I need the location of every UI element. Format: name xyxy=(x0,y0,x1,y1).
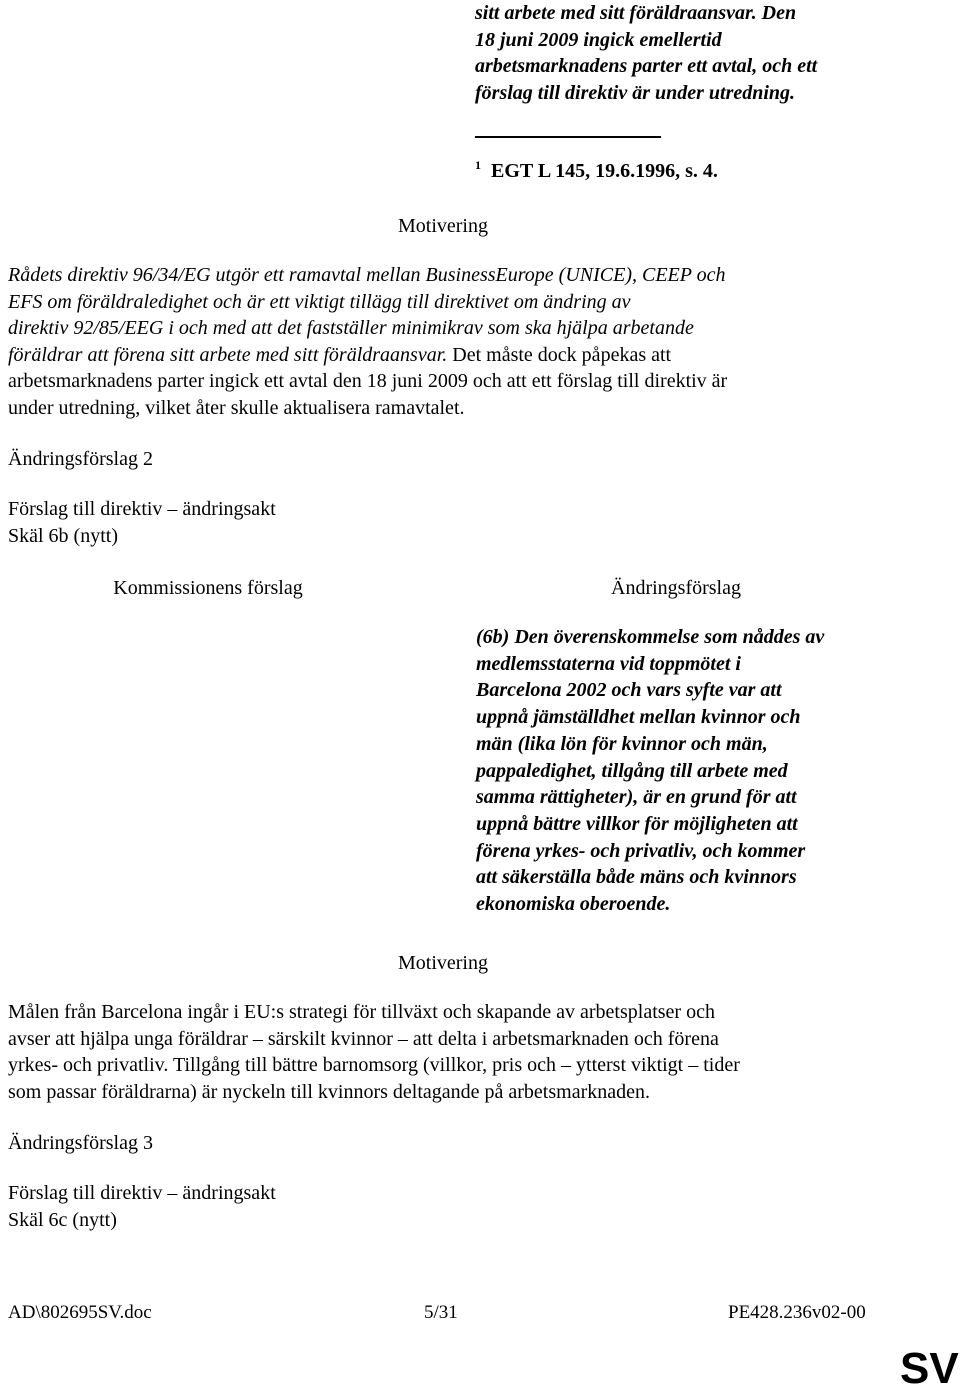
amendment-heading: Ändringsförslag 3 xyxy=(8,1132,153,1154)
amendment-column-header: Ändringsförslag xyxy=(611,577,741,599)
text-line: ekonomiska oberoende. xyxy=(476,893,671,916)
proposal-line: Förslag till direktiv – ändringsakt xyxy=(8,498,276,520)
justification-heading: Motivering xyxy=(398,952,488,974)
text-line: medlemsstaterna vid toppmötet i xyxy=(476,652,741,675)
text-line: under utredning, vilket åter skulle aktualisera ramavtalet. xyxy=(8,396,465,419)
proposal-title xyxy=(8,496,276,549)
recital-reference: Skäl 6b (nytt) xyxy=(8,524,118,547)
justification-heading: Motivering xyxy=(398,215,488,237)
text-line: Målen från Barcelona ingår i EU:s strategi för tillväxt och skapande av arbetsplatser och xyxy=(8,1001,715,1023)
text-line: Barcelona 2002 och vars syfte var att xyxy=(476,679,782,702)
justification-paragraph xyxy=(8,999,888,1105)
text-line: uppnå jämställdhet mellan kvinnor och xyxy=(476,706,801,729)
text-line: pappaledighet, tillgång till arbete med xyxy=(476,759,788,782)
text-line: att säkerställa både mäns och kvinnors xyxy=(476,866,797,889)
proposal-title xyxy=(8,1180,276,1233)
recital-reference: Skäl 6c (nytt) xyxy=(8,1208,117,1231)
amendment-text xyxy=(476,624,886,918)
text-line: samma rättigheter), är en grund för att xyxy=(476,786,797,809)
language-code: SV xyxy=(900,1344,959,1393)
text-line: män (lika lön för kvinnor och män, xyxy=(476,732,768,755)
text-line: (6b) Den överenskommelse som nåddes av xyxy=(476,626,825,648)
italic-segment: föräldrar att förena sitt arbete med sitt föräldraansvar. xyxy=(8,343,448,366)
text-line: EFS om föräldraledighet och är ett viktigt tillägg till direktivet om ändring av xyxy=(8,290,631,313)
amendment-heading: Ändringsförslag 2 xyxy=(8,448,153,470)
text-line: som passar föräldrarna) är nyckeln till kvinnors deltagande på arbetsmarknaden. xyxy=(8,1080,650,1103)
footnote-number: 1 xyxy=(475,158,481,172)
text-line: arbetsmarknadens parter ingick ett avtal den 18 juni 2009 och att ett förslag till direktiv är xyxy=(8,370,728,392)
footer-page-number: 5/31 xyxy=(424,1302,458,1323)
text-line: förena yrkes- och privatliv, och kommer xyxy=(476,839,806,862)
text-line: Rådets direktiv 96/34/EG utgör ett ramavtal mellan BusinessEurope (UNICE), CEEP och xyxy=(8,264,726,286)
footnote-text: EGT L 145, 19.6.1996, s. 4. xyxy=(491,160,718,182)
commission-proposal-column-header: Kommissionens förslag xyxy=(113,577,303,599)
text-line: arbetsmarknadens parter ett avtal, och ett xyxy=(475,55,818,77)
text-line: yrkes- och privatliv. Tillgång till bättre barnomsorg (villkor, pris och – ytterst viktigt – tider xyxy=(8,1054,740,1076)
footer-pe-reference: PE428.236v02-00 xyxy=(728,1302,866,1323)
footnote xyxy=(475,152,718,184)
text-line: uppnå bättre villkor för möjligheten att xyxy=(476,812,798,835)
text-line: direktiv 92/85/EEG i och med att det fastställer minimikrav som ska hjälpa arbetande xyxy=(8,317,694,339)
footnote-separator xyxy=(475,136,661,138)
normal-segment: Det måste dock påpekas att xyxy=(447,343,672,366)
proposal-line: Förslag till direktiv – ändringsakt xyxy=(8,1182,276,1204)
text-line: sitt arbete med sitt föräldraansvar. Den xyxy=(475,2,797,24)
text-line xyxy=(8,342,888,369)
text-line: förslag till direktiv är under utredning. xyxy=(475,81,796,104)
text-line: avser att hjälpa unga föräldrar – särskilt kvinnor – att delta i arbetsmarknaden och förena xyxy=(8,1027,719,1050)
amendment-text-continuation xyxy=(475,0,895,106)
footer-document-reference: AD\802695SV.doc xyxy=(8,1302,152,1323)
text-line: 18 juni 2009 ingick emellertid xyxy=(475,28,722,51)
justification-paragraph xyxy=(8,262,888,421)
